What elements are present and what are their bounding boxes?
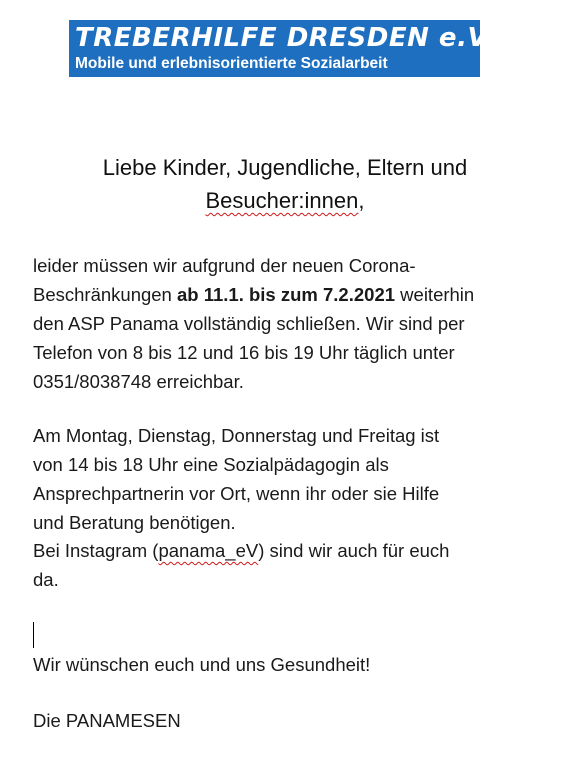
closing-wish[interactable]: Wir wünschen euch und uns Gesundheit! — [33, 654, 371, 675]
signature[interactable]: Die PANAMESEN — [33, 710, 181, 731]
paragraph-line: Telefon von 8 bis 12 und 16 bis 19 Uhr täglich unter — [33, 342, 455, 363]
paragraph-line — [33, 536, 543, 565]
paragraph-line: 0351/8038748 erreichbar. — [33, 371, 244, 392]
logo-title: TREBERHILFE DRESDEN e.V. — [75, 23, 495, 53]
closure-dates-bold: ab 11.1. bis zum 7.2.2021 — [177, 284, 396, 305]
logo-subtitle: Mobile und erlebnisorientierte Sozialarbeit — [75, 55, 388, 72]
text-run: ) sind wir auch für euch — [258, 540, 450, 561]
heading-punctuation: , — [358, 188, 365, 213]
instagram-handle[interactable]: panama_eV — [158, 540, 259, 561]
text-cursor — [33, 622, 34, 648]
paragraph-line — [33, 280, 543, 309]
paragraph-line: Ansprechpartnerin vor Ort, wenn ihr oder sie Hilfe — [33, 483, 440, 504]
paragraph-line: von 14 bis 18 Uhr eine Sozialpädagogin als — [33, 454, 389, 475]
greeting-heading-line-1[interactable]: Liebe Kinder, Jugendliche, Eltern und — [102, 155, 468, 180]
paragraph-line: den ASP Panama vollständig schließen. Wir sind per — [33, 313, 465, 334]
paragraph-line: und Beratung benötigen. — [33, 512, 236, 533]
text-run: Bei Instagram ( — [33, 540, 159, 561]
spellcheck-word[interactable]: Besucher:innen — [205, 188, 359, 213]
text-run: weiterhin — [395, 284, 475, 305]
text-run: Beschränkungen — [33, 284, 177, 305]
logo-banner — [69, 20, 495, 77]
paragraph-line: da. — [33, 569, 59, 590]
instagram-paragraph[interactable] — [33, 536, 543, 594]
paragraph-line: leider müssen wir aufgrund der neuen Corona- — [33, 255, 416, 276]
office-hours-paragraph[interactable] — [33, 421, 543, 537]
greeting-heading-line-2[interactable] — [40, 185, 530, 216]
paragraph-line: Am Montag, Dienstag, Donnerstag und Freitag ist — [33, 425, 440, 446]
closure-paragraph[interactable] — [33, 251, 543, 396]
